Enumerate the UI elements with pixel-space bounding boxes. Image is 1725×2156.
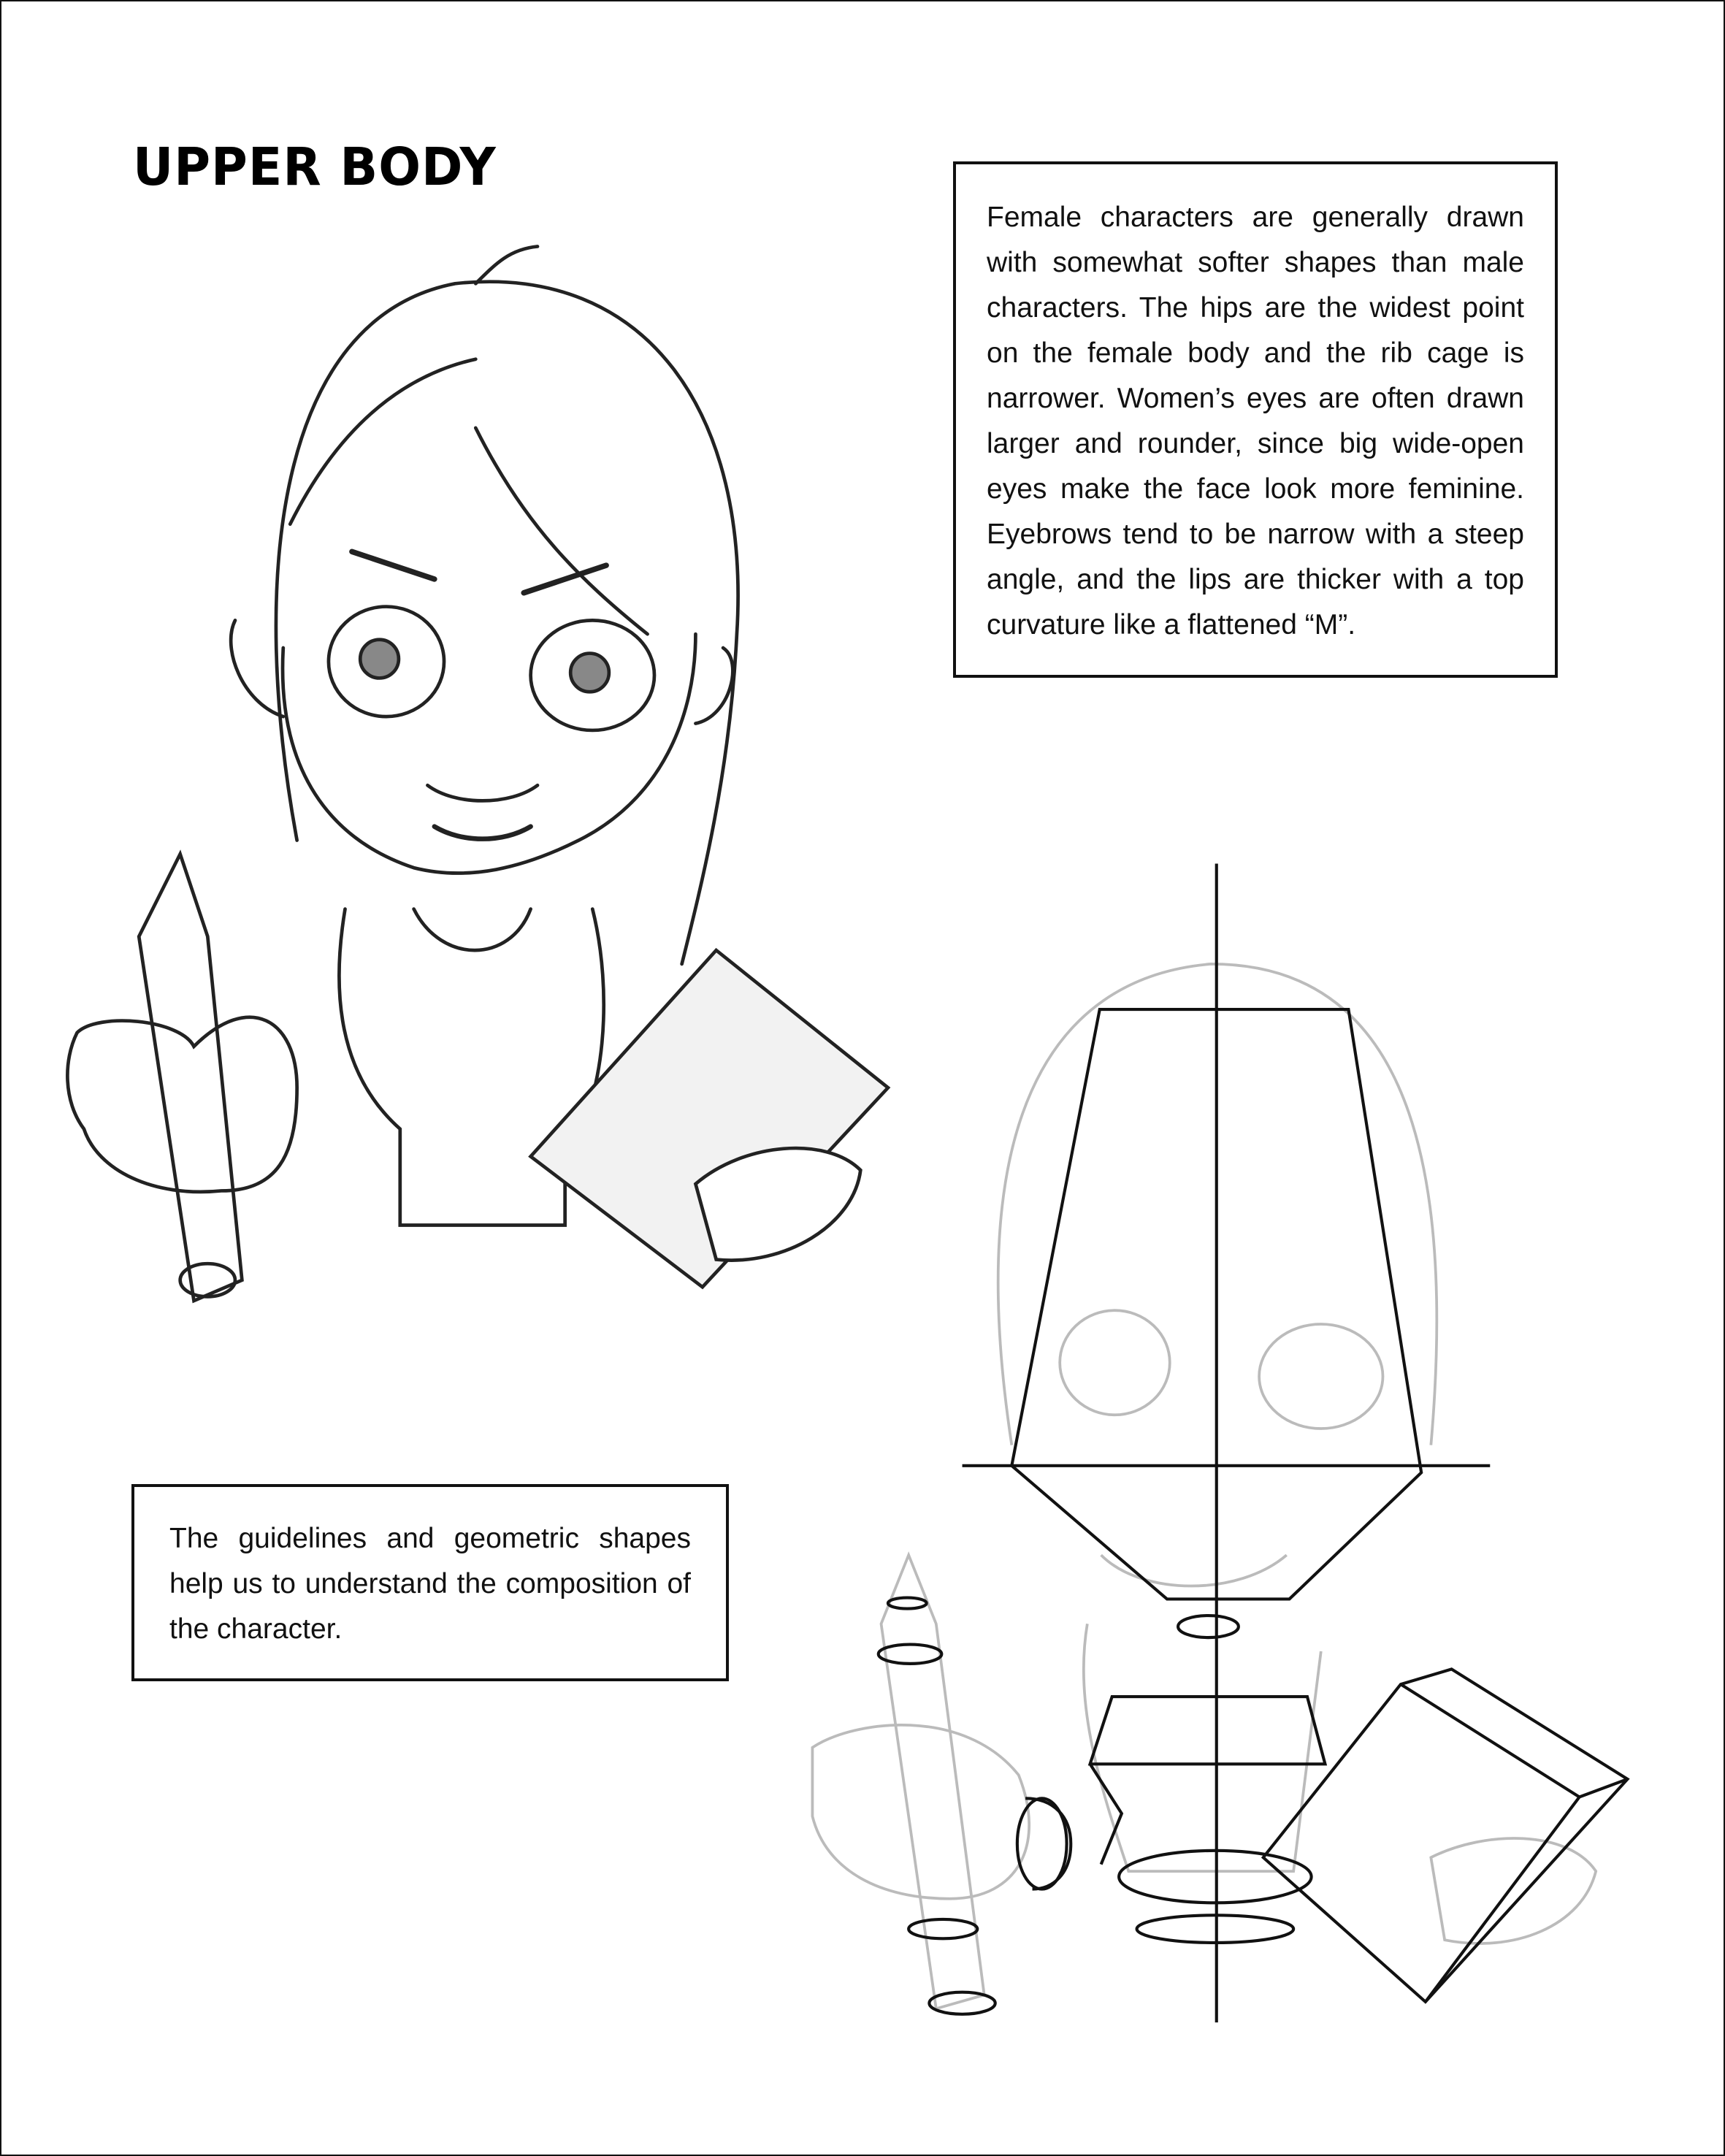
construction-drawing — [812, 864, 1627, 2023]
page-title: UPPER BODY — [133, 137, 497, 198]
intro-text-box — [953, 161, 1558, 678]
finished-character-drawing — [67, 246, 888, 1301]
intro-text: Female characters are generally drawn with somewhat softer shapes than male characters. The hips are the widest point on the female body and the rib cage is narrower. Women’s eyes are often drawn larger and rounder, since big wide-open eyes make the face look more feminine. Eyebrows tend to be narrow with a steep angle, and the lips are thicker with a top curvature like a flattened “M”. — [987, 202, 1524, 641]
guideline-text: The guidelines and geometric shapes help us to understand the composition of the character. — [169, 1523, 691, 1645]
guideline-text-box — [131, 1484, 729, 1681]
